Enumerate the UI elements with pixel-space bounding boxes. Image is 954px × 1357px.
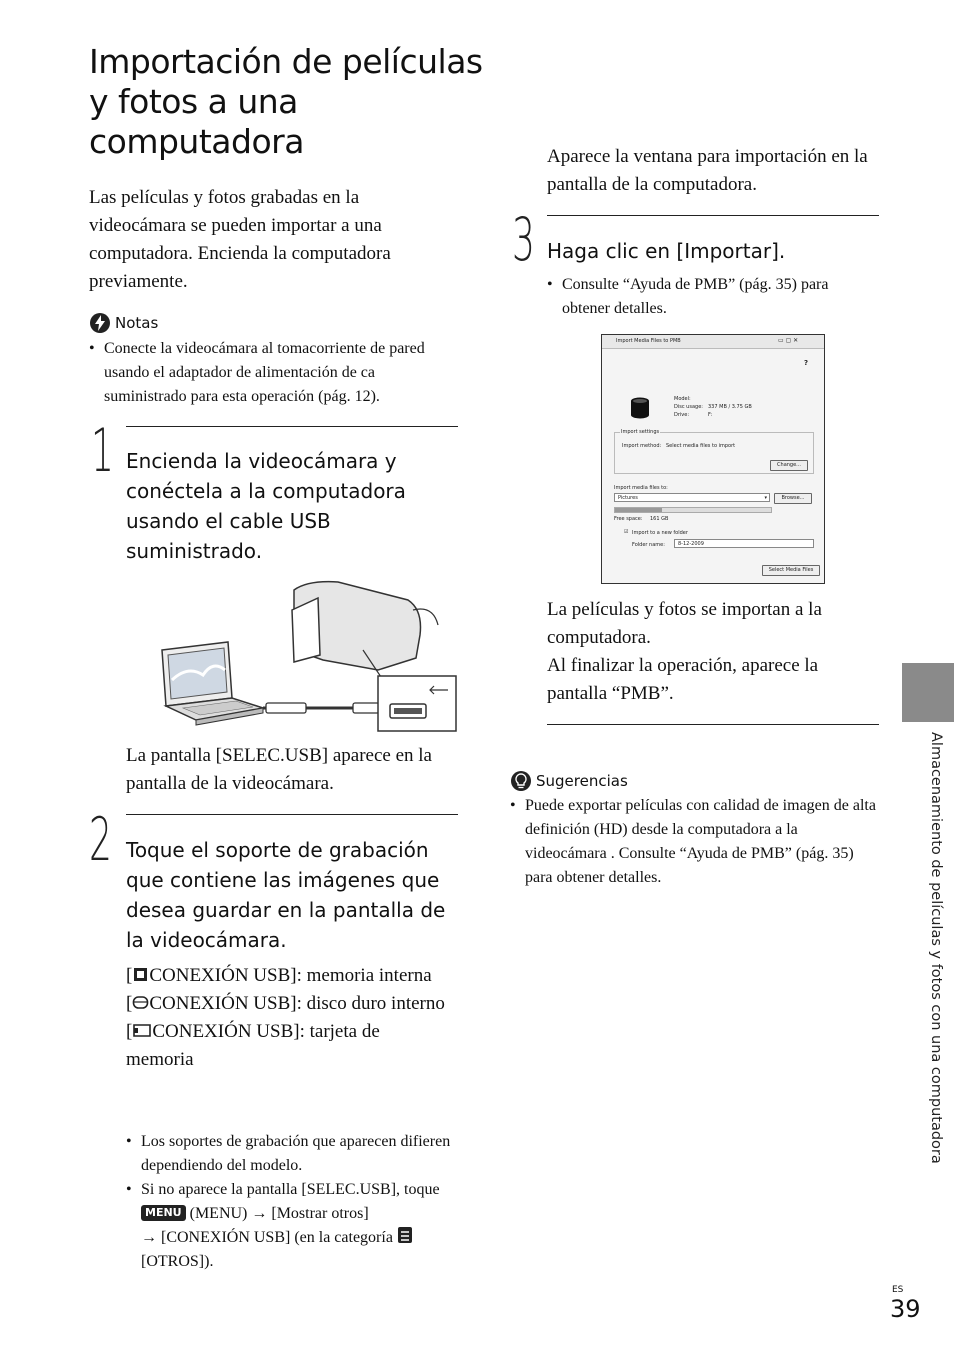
- list-item: • Consulte “Ayuda de PMB” (pág. 35) para obtener detalles.: [547, 273, 877, 321]
- step3-title: Haga clic en [Importar].: [547, 239, 786, 263]
- divider: [126, 426, 458, 427]
- step-number: 3: [512, 205, 535, 275]
- notes-heading-label: Notas: [115, 314, 159, 332]
- browse-button[interactable]: Browse...: [774, 493, 812, 504]
- memory-card-icon: [132, 1022, 152, 1039]
- arrow-right-icon: →: [251, 1205, 268, 1222]
- tips-heading-label: Sugerencias: [536, 772, 628, 790]
- step3-result: La películas y fotos se importan a la computadora. Al finalizar la operación, aparece la pantalla “PMB”.: [547, 599, 822, 704]
- list-item: • Conecte la videocámara al tomacorriente de pared usando el adaptador de alimentación de ca suministrado para esta operación (pág. 12).: [89, 337, 449, 409]
- free-space-label: Free space:: [614, 516, 643, 522]
- tips-heading: [510, 770, 628, 792]
- option-memory-card: [ CONEXIÓN USB]: tarjeta de memoria: [126, 1021, 380, 1070]
- step1-result: La pantalla [SELEC.USB] aparece en la pantalla de la videocámara.: [126, 745, 432, 794]
- select-media-files-button[interactable]: Select Media Files: [762, 565, 820, 576]
- new-folder-checkbox[interactable]: ☑: [624, 529, 629, 535]
- window-controls-icon[interactable]: ▭ ▢ ✕: [778, 337, 799, 344]
- drive-value: F:: [708, 412, 713, 418]
- model-label: Model:: [674, 396, 691, 402]
- tips-list: [510, 794, 880, 890]
- lightbulb-icon: [510, 770, 532, 792]
- import-to-select[interactable]: Pictures ▾: [614, 493, 770, 502]
- laptop-icon: [162, 642, 263, 725]
- step2-bullets: [126, 1130, 456, 1274]
- import-to-label: Import media files to:: [614, 485, 668, 491]
- import-settings-label: Import settings: [621, 429, 660, 435]
- change-button[interactable]: Change...: [770, 460, 808, 471]
- page-title: Importación de películas y fotos a una computadora: [89, 42, 483, 161]
- section-sidebar-title: Almacenamiento de películas y fotos con una computadora: [928, 732, 944, 1164]
- import-method-value: Select media files to import: [666, 443, 736, 449]
- language-code: ES: [892, 1285, 904, 1295]
- step3-bullets: [547, 273, 877, 321]
- drive-label: Drive:: [674, 412, 690, 418]
- new-folder-label: Import to a new folder: [632, 530, 688, 536]
- step-number: 1: [91, 416, 114, 486]
- others-category-icon: [397, 1226, 413, 1244]
- page-number: 39: [890, 1295, 921, 1323]
- notes-list: [89, 337, 449, 409]
- import-window-intro: Aparece la ventana para importación en la pantalla de la computadora.: [547, 146, 868, 195]
- option-hard-disk: [ CONEXIÓN USB]: disco duro interno: [126, 993, 445, 1014]
- option-internal-memory: [ CONEXIÓN USB]: memoria interna: [126, 965, 432, 986]
- divider: [547, 724, 879, 725]
- help-icon[interactable]: ?: [804, 359, 809, 367]
- list-item: • Los soportes de grabación que aparecen difieren dependiendo del modelo.: [126, 1130, 456, 1178]
- disc-usage-label: Disc usage:: [674, 404, 703, 410]
- divider: [126, 814, 458, 815]
- camcorder-icon: [292, 582, 438, 680]
- dropdown-arrow-icon: ▾: [764, 495, 767, 501]
- hard-disk-icon: [132, 994, 149, 1011]
- folder-name-label: Folder name:: [632, 542, 665, 548]
- list-item: • Puede exportar películas con calidad de imagen de alta definición (HD) desde la computadora a la videocámara . Consulte “Ayuda de PMB” (pág. 35) para obtener detalles.: [510, 794, 880, 890]
- dialog-titlebar: [602, 335, 824, 349]
- step1-title: Encienda la videocámara y conéctela a la computadora usando el cable USB suministrado.: [126, 449, 406, 563]
- notes-heading: [89, 312, 158, 334]
- arrow-right-icon: →: [141, 1229, 157, 1246]
- disc-drive-icon: [630, 397, 650, 419]
- dialog-title: Import Media Files to PMB: [616, 338, 681, 344]
- media-options: [126, 962, 446, 1074]
- menu-button-icon: MENU: [141, 1205, 186, 1221]
- intro-paragraph: Las películas y fotos grabadas en la videocámara se pueden importar a una computadora. Encienda la computadora previamente.: [89, 187, 391, 292]
- free-space-bar: [614, 507, 772, 513]
- divider: [547, 215, 879, 216]
- section-tab: [902, 663, 954, 722]
- folder-name-input[interactable]: 8-12-2009: [674, 539, 814, 548]
- step2-title: Toque el soporte de grabación que contiene las imágenes que desea guardar en la pantalla de la videocámara.: [126, 838, 446, 952]
- internal-memory-icon: [132, 966, 149, 983]
- disc-usage-value: 337 MB / 3.75 GB: [708, 404, 752, 410]
- caution-icon: [89, 312, 111, 334]
- import-media-dialog: [601, 334, 825, 584]
- step-number: 2: [89, 805, 112, 875]
- list-item: • Si no aparece la pantalla [SELEC.USB], toque MENU (MENU) → [Mostrar otros] → [CONEXIÓN USB] (en la categoría [OTROS]).: [126, 1178, 456, 1274]
- usb-connection-illustration: [158, 580, 458, 735]
- free-space-value: 161 GB: [650, 516, 669, 522]
- import-method-label: Import method:: [622, 443, 662, 449]
